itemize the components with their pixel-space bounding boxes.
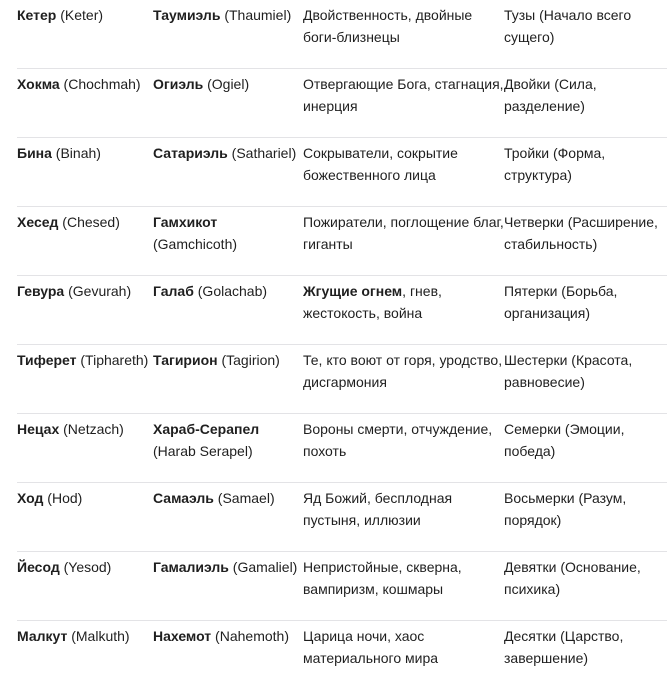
- description-cell: [303, 418, 504, 482]
- qlipha-latin: (Thaumiel): [220, 7, 292, 23]
- table-row: [17, 621, 667, 690]
- sephira-latin: (Binah): [51, 145, 101, 161]
- sephira-cell: [17, 142, 153, 206]
- qlipha-cell: [153, 418, 303, 482]
- sephira-latin: (Hod): [43, 490, 83, 506]
- table-row: [17, 276, 667, 345]
- sephira-cell: [17, 280, 153, 344]
- qlipha-name: Хараб-Серапел: [153, 421, 260, 437]
- qlipha-name: Гамалиэль: [153, 559, 229, 575]
- qlipha-name: Галаб: [153, 283, 194, 299]
- qlipha-cell: [153, 4, 303, 68]
- tarot-cell: Тузы (Начало всего сущего): [504, 7, 632, 45]
- table-row: [17, 414, 667, 483]
- sephira-name: Хесед: [17, 214, 59, 230]
- sephirot-qliphoth-table: [17, 0, 667, 690]
- qlipha-latin: (Golachab): [193, 283, 268, 299]
- sephira-name: Малкут: [17, 628, 68, 644]
- sephira-cell: [17, 625, 153, 690]
- sephira-name: Бина: [17, 145, 52, 161]
- sephira-latin: (Yesod): [59, 559, 112, 575]
- sephira-latin: (Tiphareth): [76, 352, 149, 368]
- qlipha-latin: (Sathariel): [227, 145, 297, 161]
- description-text: Сокрыватели, сокрытие божественного лица: [303, 145, 458, 183]
- qlipha-cell: [153, 349, 303, 413]
- sephira-latin: (Chochmah): [59, 76, 141, 92]
- sephira-name: Нецах: [17, 421, 60, 437]
- qlipha-latin: (Tagirion): [217, 352, 280, 368]
- qlipha-cell: [153, 73, 303, 137]
- sephira-name: Тиферет: [17, 352, 77, 368]
- sephira-latin: (Malkuth): [67, 628, 130, 644]
- description-cell: [303, 556, 504, 620]
- table-row: [17, 69, 667, 138]
- sephira-cell: [17, 487, 153, 551]
- table-row: [17, 138, 667, 207]
- description-cell: [303, 211, 504, 275]
- tarot-cell: Двойки (Сила, разделение): [504, 76, 597, 114]
- sephira-latin: (Chesed): [58, 214, 120, 230]
- qlipha-name: Огиэль: [153, 76, 204, 92]
- table-row: [17, 345, 667, 414]
- description-cell: [303, 625, 504, 690]
- description-cell: [303, 73, 504, 137]
- sephira-cell: [17, 556, 153, 620]
- table-row: [17, 552, 667, 621]
- qlipha-cell: [153, 142, 303, 206]
- description-cell: [303, 487, 504, 551]
- qlipha-cell: [153, 211, 303, 275]
- sephira-cell: [17, 418, 153, 482]
- description-cell: [303, 280, 504, 344]
- qlipha-name: Сатариэль: [153, 145, 228, 161]
- qlipha-name: Нахемот: [153, 628, 212, 644]
- description-text: , гнев, жестокость, война: [303, 283, 442, 321]
- sephira-name: Гевура: [17, 283, 65, 299]
- tarot-cell: Десятки (Царство, завершение): [504, 628, 624, 666]
- qlipha-latin: (Gamaliel): [228, 559, 298, 575]
- qlipha-cell: [153, 625, 303, 690]
- description-bold: Жгущие огнем: [303, 283, 403, 299]
- qlipha-name: Тагирион: [153, 352, 218, 368]
- qlipha-cell: [153, 280, 303, 344]
- tarot-cell: Пятерки (Борьба, организация): [504, 283, 618, 321]
- description-text: Непристойные, скверна, вампиризм, кошмары: [303, 559, 462, 597]
- description-text: Пожиратели, поглощение благ, гиганты: [303, 214, 504, 252]
- table-row: [17, 483, 667, 552]
- sephira-latin: (Gevurah): [64, 283, 132, 299]
- tarot-cell: Шестерки (Красота, равновесие): [504, 352, 633, 390]
- sephira-name: Ход: [17, 490, 44, 506]
- description-text: Яд Божий, бесплодная пустыня, иллюзии: [303, 490, 453, 528]
- description-text: Вороны смерти, отчуждение, похоть: [303, 421, 493, 459]
- qlipha-latin: (Harab Serapel): [153, 443, 253, 459]
- sephira-cell: [17, 211, 153, 275]
- sephira-name: Хокма: [17, 76, 60, 92]
- table-row: [17, 0, 667, 69]
- qlipha-latin: (Samael): [213, 490, 275, 506]
- sephira-cell: [17, 4, 153, 68]
- description-cell: [303, 142, 504, 206]
- qlipha-name: Самаэль: [153, 490, 214, 506]
- table-row: [17, 207, 667, 276]
- sephira-name: Йесод: [17, 559, 60, 575]
- description-text: Те, кто воют от горя, уродство, дисгармония: [303, 352, 503, 390]
- sephira-cell: [17, 73, 153, 137]
- description-cell: [303, 4, 504, 68]
- tarot-cell: Девятки (Основание, психика): [504, 559, 641, 597]
- qlipha-latin: (Gamchicoth): [153, 236, 238, 252]
- qlipha-latin: (Ogiel): [203, 76, 250, 92]
- tarot-cell: Восьмерки (Разум, порядок): [504, 490, 627, 528]
- sephira-name: Кетер: [17, 7, 57, 23]
- tarot-cell: Четверки (Расширение, стабильность): [504, 214, 658, 252]
- qlipha-latin: (Nahemoth): [211, 628, 289, 644]
- tarot-cell: Семерки (Эмоции, победа): [504, 421, 625, 459]
- tarot-cell: Тройки (Форма, структура): [504, 145, 606, 183]
- description-cell: [303, 349, 504, 413]
- description-text: Отвергающие Бога, стагнация, инерция: [303, 76, 504, 114]
- sephira-cell: [17, 349, 153, 413]
- qlipha-name: Таумиэль: [153, 7, 221, 23]
- qlipha-name: Гамхикот: [153, 214, 218, 230]
- sephira-latin: (Netzach): [59, 421, 124, 437]
- sephira-latin: (Keter): [56, 7, 104, 23]
- description-text: Царица ночи, хаос материального мира: [303, 628, 439, 666]
- qlipha-cell: [153, 556, 303, 620]
- description-text: Двойственность, двойные боги-близнецы: [303, 7, 473, 45]
- qlipha-cell: [153, 487, 303, 551]
